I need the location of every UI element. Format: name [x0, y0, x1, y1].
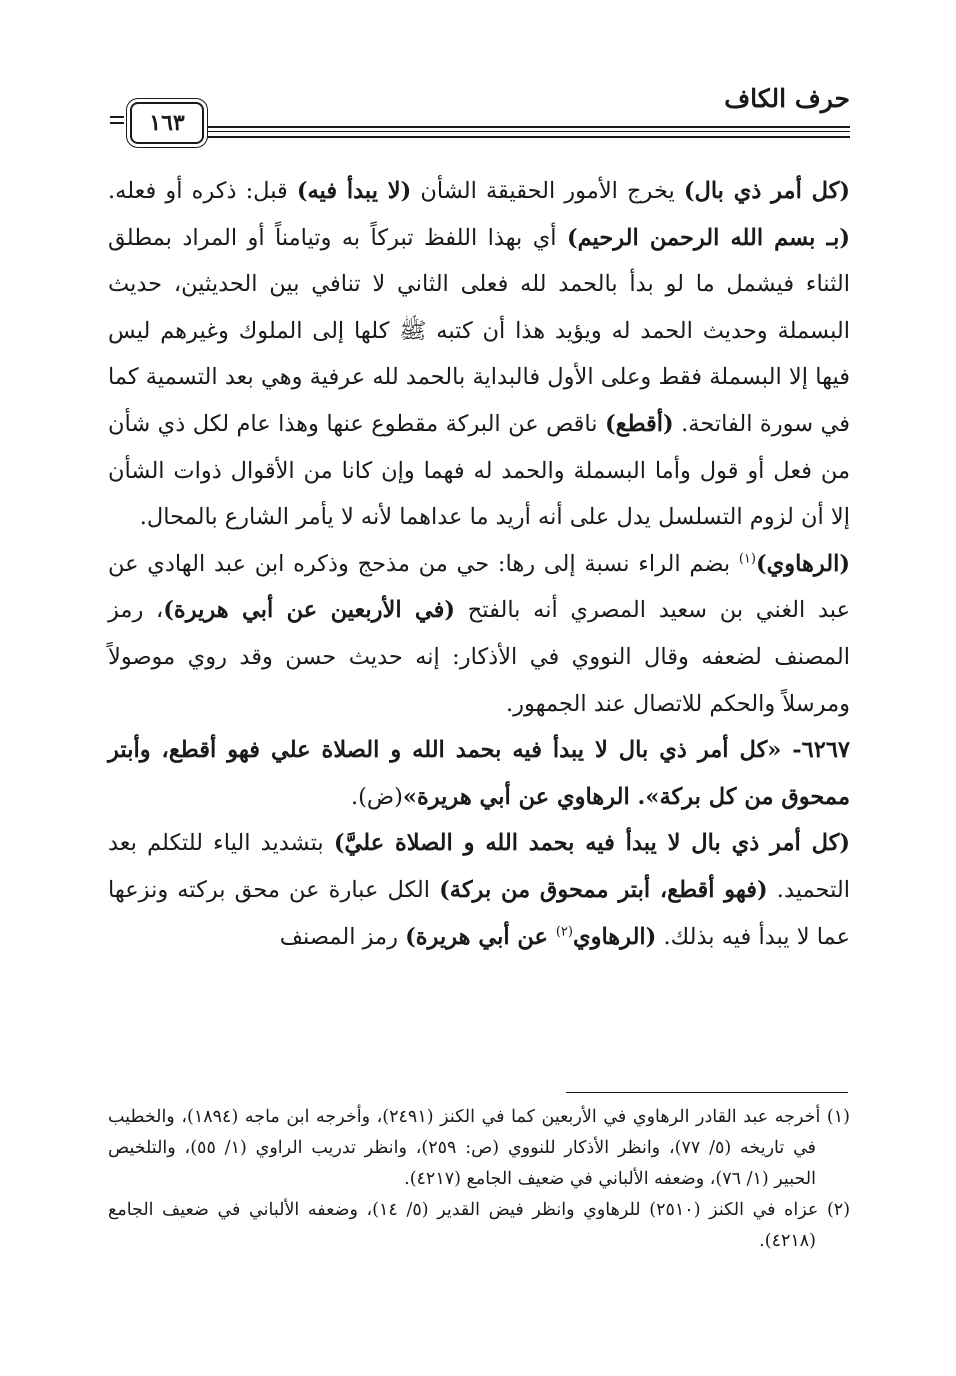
footnote-ref-2[interactable]: (٢): [555, 924, 573, 939]
quoted-text: (كل أمر ذي بال): [683, 178, 850, 204]
paragraph-commentary-1: [108, 168, 850, 541]
commentary-text: بتشديد الياء للتكلم بعد التحميد.: [108, 830, 850, 903]
footnotes: [108, 1102, 850, 1257]
footnote-1: (١) أخرجه عبد القادر الرهاوي في الأربعين كما في الكنز (٢٤٩١)، وأخرجه ابن ماجه (١٨٩٤)، والخطيب في تاريخه (٥/ ٧٧)، وانظر الأذكار للنووي (ص: ٢٥٩)، وانظر تدريب الراوي (١/ ٥٥)، والتلخيص الحبير (١/ ٧٦)، وضعفه الألباني في ضعيف الجامع (٤٢١٧).: [108, 1107, 850, 1189]
header-rule-line: [198, 131, 850, 132]
commentary-text: الكل عبارة عن محق بركته ونزعها عما لا يبدأ فيه بذلك.: [108, 876, 850, 950]
quoted-text: (الرهاوي: [572, 923, 657, 950]
quoted-text: (بـ بسم الله الرحمن الرحيم): [566, 224, 851, 251]
chapter-title: حرف الكاف: [724, 84, 850, 113]
page-header: [108, 78, 850, 150]
quoted-text: عن أبي هريرة): [405, 923, 556, 950]
commentary-text: ناقص عن البركة مقطوع عنها وهذا عام لكل ذي شأن من فعل أو قول وأما البسملة والحمد له فهما وإن كانا من الأقوال ذوات الشأن إلا أن لزوم التسلسل يدل على أنه أريد ما عداهما لأنه لا يأمر الشارع بالمحال.: [108, 410, 850, 531]
header-rule-line: [198, 126, 850, 128]
quoted-text: (أقطع): [604, 410, 674, 437]
header-rule: [198, 126, 850, 140]
page-number-ornament: [110, 122, 124, 124]
quoted-text: (في الأربعين عن أبي هريرة): [163, 597, 456, 624]
paragraph-commentary-3: [108, 820, 850, 960]
hadith-text: ٦٢٦٧- «كل أمر ذي بال لا يبدأ فيه بحمد الله و الصلاة علي فهو أقطع، وأبتر ممحوق من كل بركة». الرهاوي عن أبي هريرة»: [108, 737, 850, 810]
commentary-text: أي بهذا اللفظ تبركاً به وتيامناً أو المراد بمطلق الثناء فيشمل ما لو بدأ بالحمد لله فعلى الثاني لا تنافي بين الحديثين، حديث البسملة وحديث الحمد له ويؤيد هذا أن كتبه ﷺ كلها إلى الملوك وغيرهم ليس فيها إلا البسملة فقط وعلى الأول فالبداية بالحمد لله عرفية وهي بعد التسمية كما في سورة الفاتحة.: [108, 224, 850, 437]
header-rule-line: [198, 136, 850, 138]
quoted-text: (فهو أقطع، أبتر ممحوق من بركة): [439, 876, 768, 903]
page-number-ornament: [110, 116, 124, 118]
footnote-2: (٢) عزاه في الكنز (٢٥١٠) للرهاوي وانظر فيض القدير (٥/ ١٤)، وضعفه الألباني في ضعيف الجامع (٤٢١٨).: [108, 1200, 851, 1251]
footnote-separator: [566, 1092, 848, 1093]
quoted-text: (لا يبدأ فيه): [296, 178, 412, 204]
commentary-text: بضم الراء نسبة إلى رها: حي من مذحج وذكره ابن عبد الهادي عن عبد الغني بن سعيد المصري أنه بالفتح: [108, 550, 850, 624]
grade-symbol: (ض).: [350, 783, 403, 810]
commentary-text: يخرج الأمور الحقيقة الشأن: [411, 178, 684, 204]
quoted-text: (الرهاوي): [755, 550, 850, 577]
main-text: [108, 168, 850, 960]
paragraph-commentary-2: [108, 541, 850, 727]
commentary-text: ، رمز المصنف لضعفه وقال النووي في الأذكار: إنه حديث حسن وقد روي موصولاً ومرسلاً والحكم للاتصال عند الجمهور.: [108, 597, 850, 717]
commentary-text: رمز المصنف: [279, 923, 406, 950]
quoted-text: (كل أمر ذي بال لا يبدأ فيه بحمد الله و الصلاة عليَّ): [333, 830, 851, 857]
hadith-entry-6267: [108, 727, 850, 820]
page-number: ١٦٣: [130, 102, 204, 144]
commentary-text: قبل: ذكره أو فعله.: [108, 178, 297, 204]
footnote-ref-1[interactable]: (١): [738, 551, 756, 567]
